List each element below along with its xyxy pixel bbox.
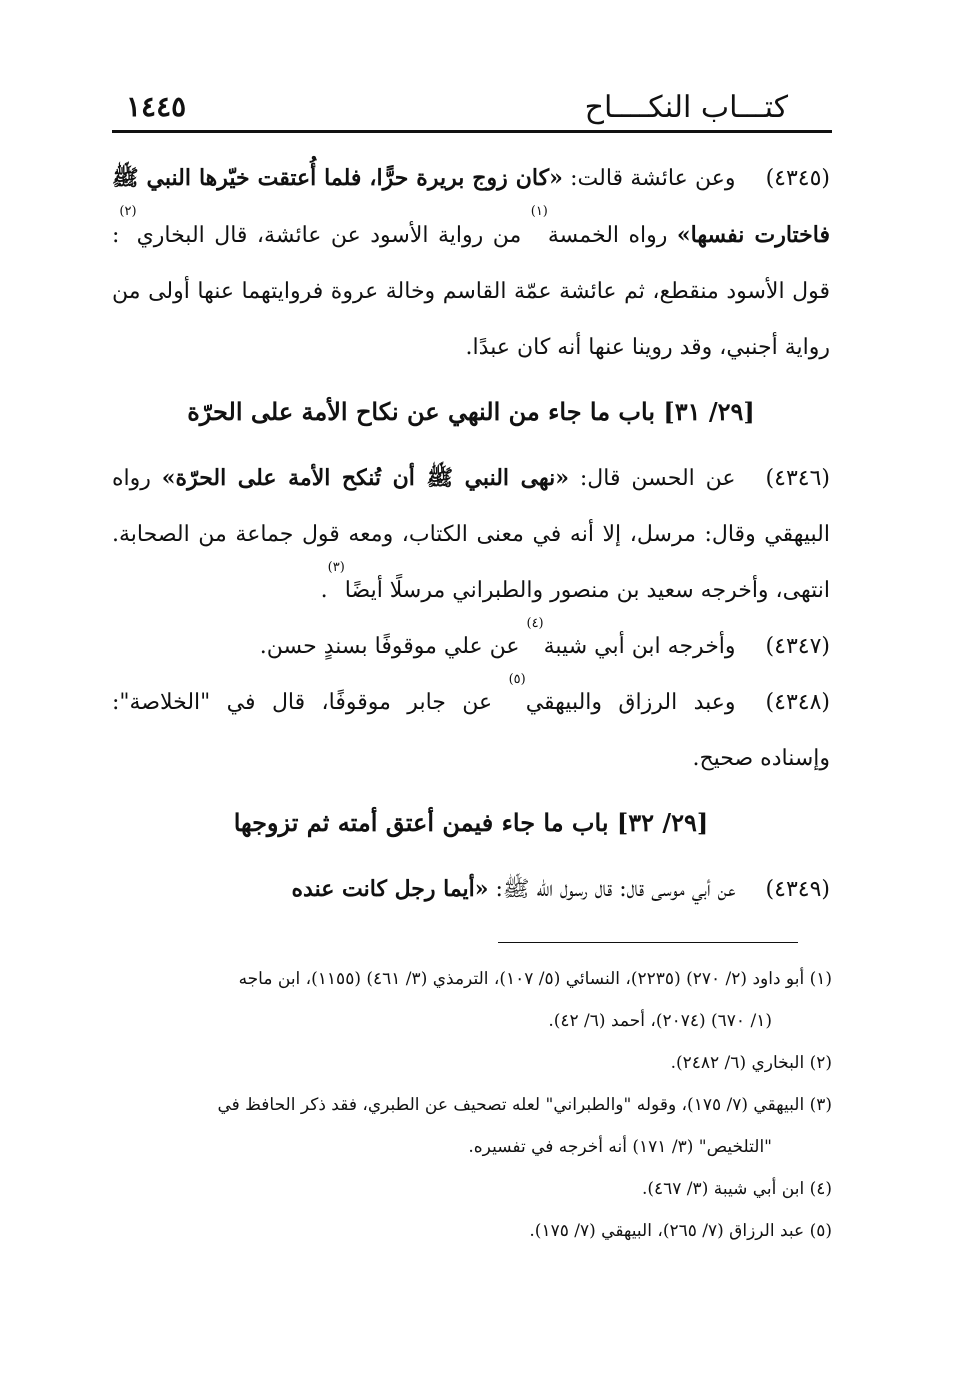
page-number: ١٤٤٥	[126, 90, 187, 123]
footnote: (٤) ابن أبي شيبة (٣/ ٤٦٧).	[641, 1179, 832, 1199]
hadith-matn: «أيما رجل كانت عنده	[291, 876, 489, 902]
footnotes	[112, 958, 832, 1252]
hadith-4345	[112, 150, 830, 376]
main-text	[112, 150, 830, 918]
footnote-ref: (٣)	[327, 560, 345, 575]
hadith-text: عن جابر موقوفًا، قال في "الخلاصة": وإسناده صحيح.	[112, 690, 830, 771]
hadith-text: رواه الخمسة	[547, 223, 677, 248]
hadith-number: (٤٣٤٧)	[765, 634, 830, 659]
chapter-heading-31: [٢٩/ ٣١] باب ما جاء من النهي عن نكاح الأمة على الحرّة	[187, 397, 755, 426]
hadith-text: وعبد الرزاق والبيهقي	[525, 690, 736, 715]
footnote-ref: (٥)	[508, 672, 526, 687]
hadith-matn: «نهى النبي ﷺ أن تُنكح الأمة على الحرّة»	[161, 465, 569, 491]
footnote-continuation: (١/ ٦٧٠) (٢٠٧٤)، أحمد (٦/ ٤٢).	[548, 1011, 772, 1031]
header-rule	[112, 130, 832, 133]
hadith-4349	[112, 861, 830, 918]
chapter-heading-32: [٢٩/ ٣٢] باب ما جاء فيمن أعتق أمته ثم تزوجها	[233, 808, 709, 837]
footnote-separator	[498, 942, 798, 943]
hadith-matn: «كان زوج بريرة حرًّا، فلما أُعتقت خيّرها النبي ﷺ فاختارت نفسها»	[112, 165, 830, 248]
hadith-text: رواه البيهقي وقال: مرسل، إلا أنه في معنى الكتاب، ومعه قول جماعة من الصحابة. انتهى، وأخرجه سعيد بن منصور والطبراني مرسلًا أيضًا	[112, 466, 830, 603]
hadith-text: وأخرجه ابن أبي شيبة	[543, 634, 736, 659]
hadith-number: (٤٣٤٨)	[765, 690, 830, 715]
footnote: (١) أبو داود (٢/ ٢٧٠) (٢٢٣٥)، النسائي (٥/ ١٠٧)، الترمذي (٣/ ٤٦١) (١١٥٥)، ابن ماجه	[238, 969, 832, 989]
footnote-ref: (٤)	[526, 616, 544, 631]
footnote: (٣) البيهقي (٧/ ١٧٥)، وقوله "والطبراني" لعله تصحيف عن الطبري، فقد ذكر الحافظ في	[217, 1095, 832, 1115]
hadith-number: (٤٣٤٥)	[765, 166, 831, 191]
hadith-number: (٤٣٤٩)	[765, 877, 830, 902]
hadith-text: عن الحسن قال:	[568, 466, 736, 491]
hadith-4346	[112, 450, 830, 619]
hadith-number: (٤٣٤٦)	[765, 466, 830, 491]
footnote-continuation: "التلخيص" (٣/ ١٧١) أنه أخرجه في تفسيره.	[468, 1137, 772, 1157]
hadith-text: عن أبي موسى قال: قال رسول الله ﷺ:	[488, 877, 736, 902]
hadith-text: : قول الأسود منقطع، ثم عائشة عمّة القاسم وخالة عروة فروايتهما عنها أولى من رواية أجنبي، وقد روينا عنها أنه كان عبدًا.	[112, 223, 830, 360]
running-title: كتـــاب النكــــاح	[584, 90, 788, 125]
hadith-text: عن علي موقوفًا بسندٍ حسن.	[259, 634, 527, 659]
hadith-text: وعن عائشة قالت:	[562, 166, 736, 191]
running-header	[112, 88, 832, 128]
footnote-ref: (٢)	[119, 204, 137, 219]
footnote: (٢) البخاري (٦/ ٢٤٨٢).	[670, 1053, 832, 1073]
hadith-text: من رواية الأسود عن عائشة، قال البخاري	[136, 223, 531, 248]
hadith-4348	[112, 672, 830, 787]
hadith-4347	[112, 616, 830, 675]
footnote-ref: (١)	[530, 204, 548, 219]
hadith-text: .	[320, 578, 328, 603]
footnote: (٥) عبد الرزاق (٧/ ٢٦٥)، البيهقي (٧/ ١٧٥).	[529, 1221, 832, 1241]
